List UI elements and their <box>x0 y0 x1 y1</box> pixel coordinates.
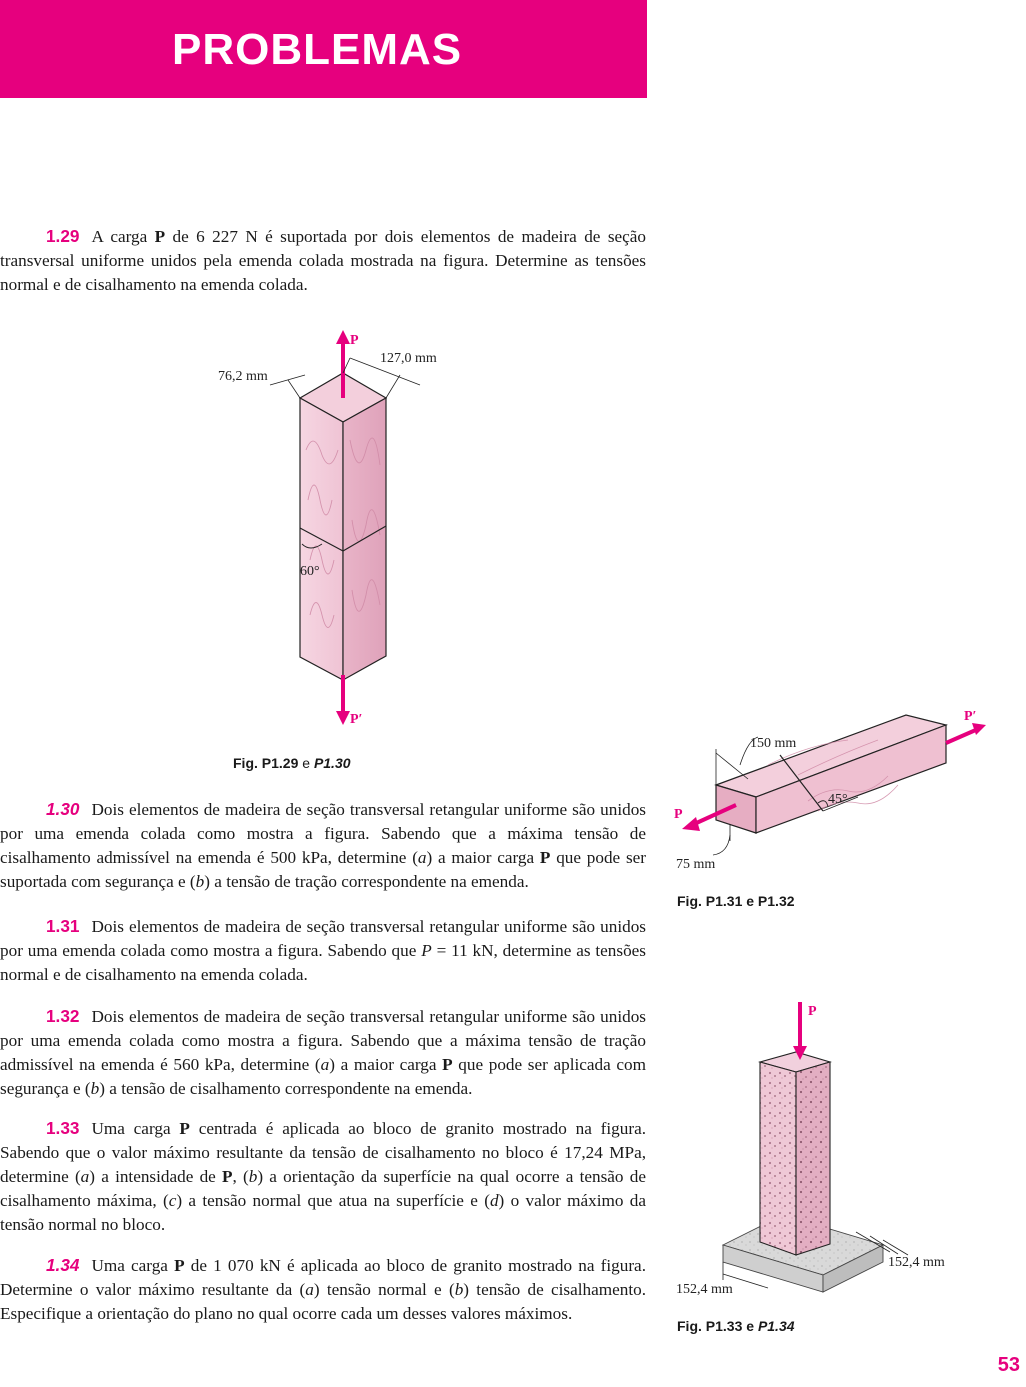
load-label-Pprime: P′ <box>350 712 363 727</box>
load-arrowhead-P <box>682 817 700 831</box>
angle-label: 60° <box>300 564 320 579</box>
problem-number: 1.32 <box>46 1006 80 1026</box>
figure-caption-p1-31: Fig. P1.31 e P1.32 <box>677 893 795 909</box>
load-label-P: P <box>674 807 683 822</box>
dim-label-top: 150 mm <box>750 736 797 751</box>
problem-1-30: 1.30 Dois elementos de madeira de seção transversal retangular uniforme são unidos por uma emenda colada como mostra a figura. Sabendo que a máxima tensão de cisalhamento admissível na emenda é 500 kPa, determine (a) a maior carga P que pode ser suportada com segurança e (b) a tensão de tração correspondente na emenda. <box>0 799 646 891</box>
dim-label-depth: 76,2 mm <box>218 369 268 384</box>
figure-p1-31 <box>668 705 998 880</box>
problem-number: 1.31 <box>46 916 80 936</box>
load-label-P: P <box>350 333 359 348</box>
figure-caption-p1-29: Fig. P1.29 e P1.30 <box>233 755 351 771</box>
problem-number: 1.29 <box>46 226 80 246</box>
figure-p1-29 <box>210 330 470 740</box>
load-arrowhead-Pprime <box>972 723 986 735</box>
problem-1-32: 1.32 Dois elementos de madeira de seção transversal retangular uniforme são unidos por uma emenda colada como mostra a figura. Sabendo que a máxima tensão de tração admissível na emenda é 560 kPa, determine (a) a maior carga P que pode ser aplicada com segurança e (b) a tensão de cisalhamento correspondente na emenda. <box>0 1006 646 1098</box>
page-title: PROBLEMAS <box>172 25 463 74</box>
dim-label-left: 152,4 mm <box>676 1282 733 1297</box>
problem-number: 1.34 <box>46 1255 80 1275</box>
load-label-Pprime: P′ <box>964 709 977 724</box>
load-arrowhead-Pprime <box>336 711 350 725</box>
problem-number: 1.30 <box>46 799 80 819</box>
load-arrowhead-P <box>336 330 350 344</box>
problem-number: 1.33 <box>46 1118 80 1138</box>
problem-1-34: 1.34 Uma carga P de 1 070 kN é aplicada ao bloco de granito mostrado na figura. Determine o valor máximo resultante da (a) tensão normal e (b) tensão de cisalhamento. Especifique a orientação do plano no qual ocorre cada um desses valores máximos. <box>0 1255 646 1323</box>
dim-label-width: 127,0 mm <box>380 351 437 366</box>
load-label-P: P <box>808 1004 817 1019</box>
header-banner <box>0 0 647 98</box>
problem-1-33: 1.33 Uma carga P centrada é aplicada ao bloco de granito mostrado na figura. Sabendo que o valor máximo resultante da tensão de cisalhamento no bloco é 17,24 MPa, determine (a) a intensidade de P, (b) a orientação da superfície na qual ocorre a tensão de cisalhamento máxima, (c) a tensão normal que atua na superfície e (d) o valor máximo da tensão normal no bloco. <box>0 1118 647 1234</box>
load-arrow-Pprime <box>946 729 978 743</box>
column-side-face <box>796 1062 830 1255</box>
dim-label-bottom: 75 mm <box>676 857 716 872</box>
figure-caption-p1-33: Fig. P1.33 e P1.34 <box>677 1318 795 1334</box>
column-front-face <box>760 1062 796 1255</box>
problem-1-29: 1.29 A carga P de 6 227 N é suportada por dois elementos de madeira de seção transversal uniforme unidos pela emenda colada mostrada na figura. Determine as tensões normal e de cisalhamento na emenda colada. <box>0 226 647 294</box>
dim-label-right: 152,4 mm <box>888 1255 945 1270</box>
dim-line-depth <box>270 375 305 385</box>
figure-p1-33 <box>668 1000 968 1300</box>
angle-label: 45° <box>828 792 848 807</box>
problem-1-31: 1.31 Dois elementos de madeira de seção transversal retangular uniforme são unidos por uma emenda colada como mostra a figura. Sabendo que P = 11 kN, determine as tensões normal e de cisalhamento na emenda colada. <box>0 916 646 984</box>
page-number: 53 <box>997 1354 1020 1376</box>
